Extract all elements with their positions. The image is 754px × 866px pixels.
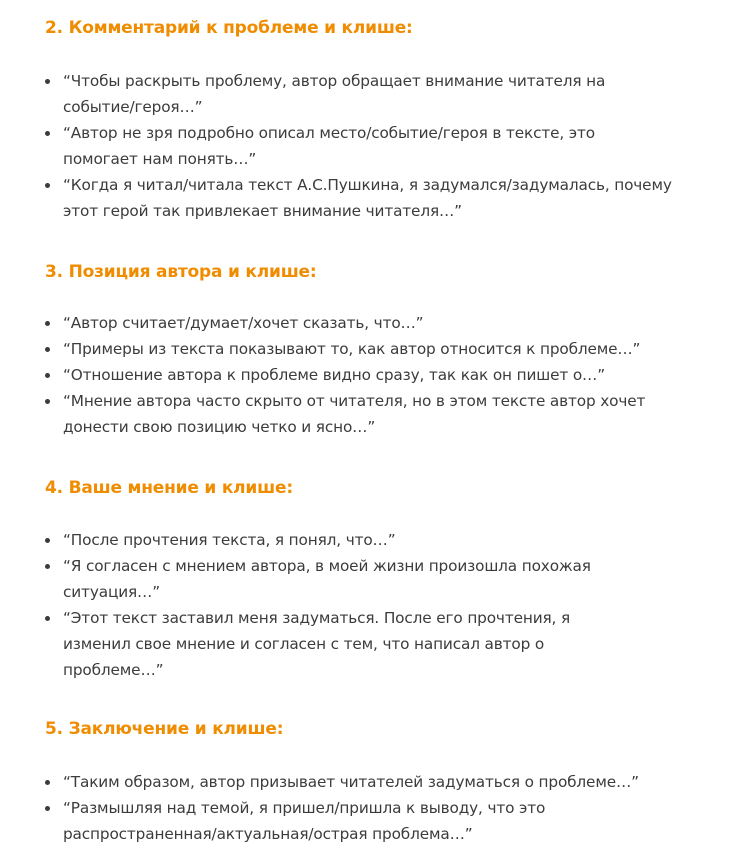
author-position-cliche-list <box>45 310 713 440</box>
section-heading-commentary: 2. Комментарий к проблеме и клише: <box>45 18 413 38</box>
bullet-icon <box>45 79 50 84</box>
list-item <box>45 795 623 847</box>
bullet-icon <box>45 564 50 569</box>
list-item <box>45 310 713 336</box>
list-item <box>45 769 639 795</box>
list-item <box>45 68 663 120</box>
list-item <box>45 605 623 683</box>
list-item <box>45 527 673 553</box>
section-heading-author-position: 3. Позиция автора и клише: <box>45 262 317 282</box>
bullet-icon <box>45 780 50 785</box>
list-item <box>45 120 661 172</box>
list-item-text: “Отношение автора к проблеме видно сразу, так как он пишет о…” <box>63 366 605 384</box>
list-item-text: “Таким образом, автор призывает читателей задуматься о проблеме…” <box>63 773 639 791</box>
list-item <box>45 388 713 440</box>
bullet-icon <box>45 806 50 811</box>
list-item-text: “Этот текст заставил меня задуматься. После его прочтения, я изменил свое мнение и согласен с тем, что написал автор о проблеме…” <box>63 609 571 679</box>
list-item <box>45 336 713 362</box>
conclusion-cliche-list <box>45 769 639 847</box>
section-heading-conclusion: 5. Заключение и клише: <box>45 719 284 739</box>
list-item-text: “Примеры из текста показывают то, как автор относится к проблеме…” <box>63 340 641 358</box>
list-item <box>45 362 713 388</box>
your-opinion-cliche-list <box>45 527 673 683</box>
commentary-cliche-list <box>45 68 707 224</box>
bullet-icon <box>45 321 50 326</box>
list-item-text: “Автор считает/думает/хочет сказать, что…” <box>63 314 424 332</box>
list-item-text: “Я согласен с мнением автора, в моей жизни произошла похожая ситуация…” <box>63 557 591 601</box>
bullet-icon <box>45 399 50 404</box>
bullet-icon <box>45 616 50 621</box>
bullet-icon <box>45 538 50 543</box>
list-item-text: “Мнение автора часто скрыто от читателя, но в этом тексте автор хочет донести свою позицию четко и ясно…” <box>63 392 646 436</box>
list-item-text: “Автор не зря подробно описал место/событие/героя в тексте, это помогает нам понять…” <box>63 124 595 168</box>
list-item-text: “Размышляя над темой, я пришел/пришла к выводу, что это распространенная/актуальная/острая проблема…” <box>63 799 546 843</box>
bullet-icon <box>45 131 50 136</box>
bullet-icon <box>45 183 50 188</box>
list-item-text: “Когда я читал/читала текст А.С.Пушкина, я задумался/задумалась, почему этот герой так привлекает внимание читателя…” <box>63 176 672 220</box>
list-item <box>45 172 707 224</box>
list-item-text: “После прочтения текста, я понял, что…” <box>63 531 396 549</box>
list-item-text: “Чтобы раскрыть проблему, автор обращает внимание читателя на событие/героя…” <box>63 72 606 116</box>
section-heading-your-opinion: 4. Ваше мнение и клише: <box>45 478 293 498</box>
list-item <box>45 553 673 605</box>
bullet-icon <box>45 373 50 378</box>
bullet-icon <box>45 347 50 352</box>
